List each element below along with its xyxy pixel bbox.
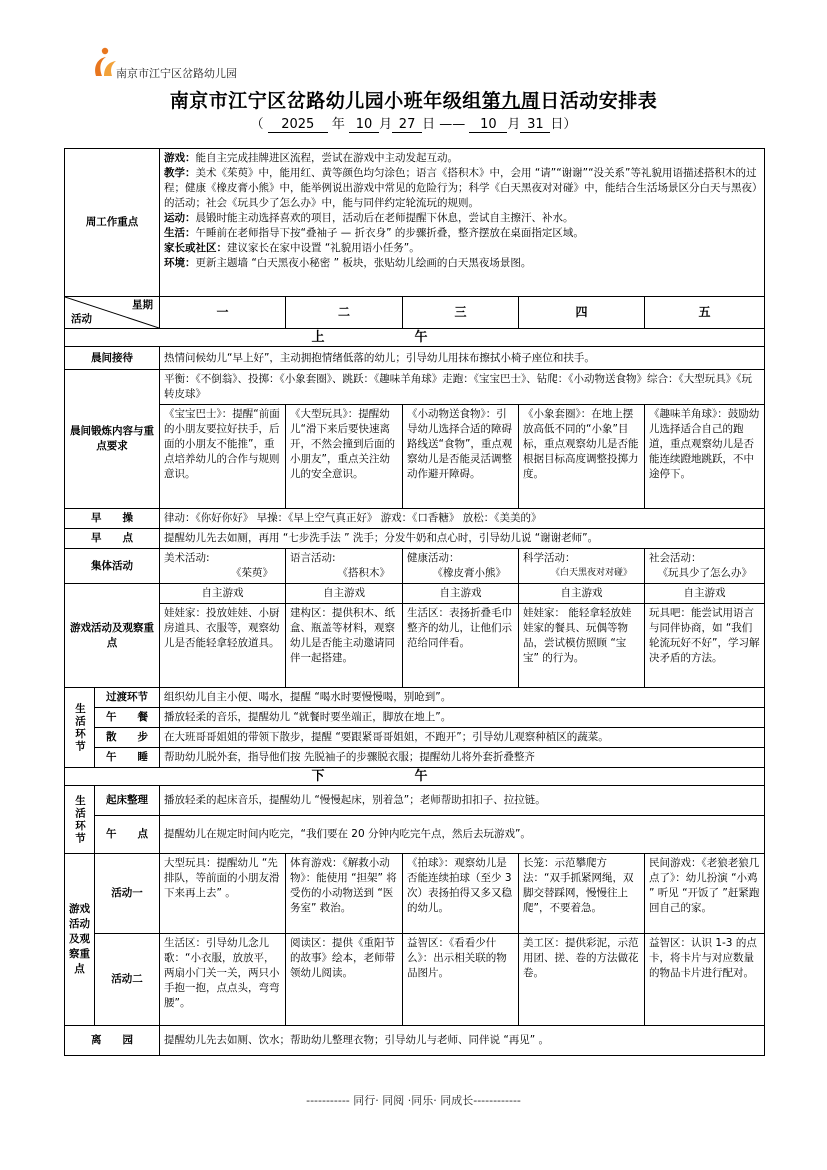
pm-activity2-label: 活动二 xyxy=(95,934,160,1026)
morning-section-row xyxy=(65,329,765,347)
morning-life-label-text: 生活环节 xyxy=(74,702,86,753)
morning-life-label xyxy=(65,688,95,768)
date-day-end: 31 xyxy=(520,117,550,133)
date-day-end-label: 日） xyxy=(550,117,577,132)
pm-life-row-label: 起床整理 xyxy=(95,786,160,816)
exercise-summary-row xyxy=(65,370,765,405)
logo-text: 南京市江宁区岔路幼儿园 xyxy=(116,67,237,80)
title-suffix: 日活动安排表 xyxy=(540,90,658,112)
gym-label: 早 操 xyxy=(65,509,160,529)
play-type: 自主游戏 xyxy=(286,584,403,604)
life-row-text: 组织幼儿自主小便、喝水，提醒 “喝水时要慢慢喝，别呛到”。 xyxy=(160,688,765,708)
weekly-item xyxy=(164,226,760,241)
group-activity-day xyxy=(286,549,403,584)
snack-label: 早 点 xyxy=(65,529,160,549)
weekly-item-value: 能自主完成挂牌进区流程，尝试在游戏中主动发起互动。 xyxy=(195,152,458,164)
leave-label: 离 园 xyxy=(65,1026,160,1056)
activity-label: 活动 xyxy=(71,313,92,325)
afternoon-section-label: 下午 xyxy=(65,768,765,786)
group-title: 《玩具少了怎么办》 xyxy=(657,567,753,579)
play-observe-day: 玩具吧：能尝试用语言与同伴协商，如 “我们轮流玩好不好”，学习解决矛盾的方法。 xyxy=(645,604,765,688)
exercise-day: 《宝宝巴士》：提醒“前面的小朋友要拉好扶手，后面的小朋友不能推”，重点培养幼儿的合作与规则意识。 xyxy=(160,405,286,509)
date-month-start-label: 月 xyxy=(379,117,393,132)
morning-section-label: 上午 xyxy=(65,329,765,347)
group-title: 《搭积木》 xyxy=(337,567,390,579)
arrival-label: 晨间接待 xyxy=(65,347,160,370)
pm-life-row-text: 提醒幼儿在规定时间内吃完，“我们要在 20 分钟内吃完午点，然后去玩游戏”。 xyxy=(160,816,765,854)
date-day-start-label: 日 —— xyxy=(422,117,466,132)
leave-row xyxy=(65,1026,765,1056)
pm-activity1-day: 大型玩具：提醒幼儿 “先排队，等前面的小朋友滑下来再上去” 。 xyxy=(160,854,286,934)
life-row-label: 午 餐 xyxy=(95,708,160,728)
pm-activity2-row xyxy=(65,934,765,1026)
group-activity-day xyxy=(403,549,519,584)
group-title: 《茱萸》 xyxy=(231,567,273,579)
group-title: 《橡皮膏小熊》 xyxy=(432,567,506,579)
gym-row xyxy=(65,509,765,529)
pm-activity1-row xyxy=(65,854,765,934)
life-row-label: 过渡环节 xyxy=(95,688,160,708)
group-activity-day xyxy=(645,549,765,584)
afternoon-life-label-text: 生活环节 xyxy=(74,794,86,845)
weekly-item-key: 生活： xyxy=(164,227,196,239)
snack-row xyxy=(65,529,765,549)
kindergarten-logo xyxy=(92,44,252,80)
group-subject: 健康活动： xyxy=(407,552,460,564)
exercise-days-row xyxy=(65,405,765,509)
life-row xyxy=(65,708,765,728)
week-activity-corner xyxy=(65,297,160,329)
pm-activity1-day: 《拍球》：观察幼儿是否能连续拍球（至少 3 次）表扬拍得又多又稳的幼儿。 xyxy=(403,854,519,934)
pm-activity2-day: 益智区：认识 1-3 的点卡，将卡片与对应数量的物品卡片进行配对。 xyxy=(645,934,765,1026)
life-row-text: 播放轻柔的音乐，提醒幼儿 “就餐时要坐端正，脚放在地上”。 xyxy=(160,708,765,728)
exercise-day: 《趣味羊角球》：鼓励幼儿选择适合自己的跑道，重点观察幼儿是否能连续蹬地跳跃，不中途停下。 xyxy=(645,405,765,509)
group-activity-row xyxy=(65,549,765,584)
day-header-fri: 五 xyxy=(645,297,765,329)
weekly-focus-row xyxy=(65,149,765,297)
gym-text: 律动：《你好你好》 早操：《早上空气真正好》 游戏：《口香糖》 放松：《美美的》 xyxy=(160,509,765,529)
date-year: 2025 xyxy=(268,117,328,133)
play-observe-day: 生活区：表扬折叠毛巾整齐的幼儿，让他们示范给同伴看。 xyxy=(403,604,519,688)
group-subject: 语言活动: xyxy=(290,552,336,564)
play-type-row xyxy=(65,584,765,604)
leave-text: 提醒幼儿先去如厕、饮水；帮助幼儿整理衣物；引导幼儿与老师、同伴说 “再见” 。 xyxy=(160,1026,765,1056)
play-observe-day: 建构区：提供积木、纸盒、瓶盖等材料，观察幼儿是否能主动邀请同伴一起搭建。 xyxy=(286,604,403,688)
life-row-text: 帮助幼儿脱外套，指导他们按 先脱袖子的步骤脱衣服；提醒幼儿将外套折叠整齐 xyxy=(160,748,765,768)
weekly-item xyxy=(164,211,760,226)
group-subject: 社会活动： xyxy=(649,552,702,564)
weekly-item xyxy=(164,241,760,256)
kindergarten-logo-icon xyxy=(92,46,118,78)
play-type: 自主游戏 xyxy=(160,584,286,604)
life-row-label: 午 睡 xyxy=(95,748,160,768)
day-header-tue: 二 xyxy=(286,297,403,329)
title-prefix: 南京市江宁区岔路幼儿园小班年级组 xyxy=(169,90,482,112)
pm-activity1-day: 长笼：示范攀爬方法：“双手抓紧网绳，双脚交替踩网，慢慢往上爬”，不要着急。 xyxy=(519,854,645,934)
group-title: 《白天黑夜对对碰》 xyxy=(550,568,632,578)
life-row xyxy=(65,728,765,748)
footer-motto: ----------- 同行· 同阅 ·同乐· 同成长------------ xyxy=(306,1094,521,1107)
weekly-item xyxy=(164,166,760,211)
date-month-end: 10 xyxy=(469,117,507,133)
exercise-day: 《大型玩具》：提醒幼儿“滑下来后要快速离开，不然会撞到后面的小朋友”，重点关注幼儿的安全意识。 xyxy=(286,405,403,509)
weekly-item-value: 晨锻时能主动选择喜欢的项目，活动后在老师提醒下休息，尝试自主擦汗、补水。 xyxy=(195,212,574,224)
afternoon-life-label xyxy=(65,786,95,854)
weekly-item-key: 家长或社区： xyxy=(164,242,227,254)
page-title xyxy=(0,86,827,113)
group-subject: 美术活动: xyxy=(164,552,210,564)
pm-activity1-day: 体育游戏：《解救小动物》：能使用 “担架” 将受伤的小动物送到 “医务室” 救治。 xyxy=(286,854,403,934)
day-header-thu: 四 xyxy=(519,297,645,329)
weekly-item-key: 游戏： xyxy=(164,152,196,164)
weekly-item-value: 午睡前在老师指导下按“叠袖子 — 折衣身” 的步骤折叠，整齐摆放在桌面指定区域。 xyxy=(195,227,584,239)
exercise-day: 《小象套圈》：在地上摆放高低不同的“小象”目标，重点观察幼儿是否能根据目标高度调整投掷力度。 xyxy=(519,405,645,509)
date-day-start: 27 xyxy=(392,117,422,133)
weekly-item-value: 建议家长在家中设置 “礼貌用语小任务”。 xyxy=(227,242,420,254)
weekly-item xyxy=(164,256,760,271)
play-observe-row xyxy=(65,604,765,688)
exercise-label: 晨间锻炼内容与重点要求 xyxy=(65,370,160,509)
arrival-row xyxy=(65,347,765,370)
group-subject: 科学活动： xyxy=(523,552,576,564)
play-observe-day: 娃娃家：投放娃娃、小厨房道具、衣服等，观察幼儿是否能轻拿轻放道具。 xyxy=(160,604,286,688)
day-header-wed: 三 xyxy=(403,297,519,329)
life-row xyxy=(65,748,765,768)
weekly-item-value: 美术《茱萸》中，能用红、黄等颜色均匀涂色；语言《搭积木》中，会用 “请”“谢谢”“没关系”等礼貌用语描述搭积木的过程；健康《橡皮膏小熊》中，能举例说出游戏中常见的危险行为；科学《白天黑夜对对碰》中，能结合生活场景区分白天与黑夜）的活动；社会《玩具少了怎么办》中，能与同伴约定轮流玩的规则。 xyxy=(164,167,758,209)
date-range xyxy=(0,113,827,133)
weekly-item-value: 更新主题墙 “白天黑夜小秘密 ” 板块，张贴幼儿绘画的白天黑夜场景图。 xyxy=(195,257,532,269)
pm-life-row-label: 午 点 xyxy=(95,816,160,854)
group-activity-day xyxy=(519,549,645,584)
pm-activity1-label: 活动一 xyxy=(95,854,160,934)
week-label: 星期 xyxy=(132,299,153,311)
weekly-item xyxy=(164,151,760,166)
arrival-text: 热情问候幼儿“早上好”，主动拥抱情绪低落的幼儿；引导幼儿用抹布擦拭小椅子座位和扶手。 xyxy=(160,347,765,370)
group-activity-day xyxy=(160,549,286,584)
play-observe-day: 娃娃家： 能轻拿轻放娃娃家的餐具、玩偶等物品，尝试模仿照顾 “宝宝” 的行为。 xyxy=(519,604,645,688)
life-row-text: 在大班哥哥姐姐的带领下散步，提醒 “要跟紧哥哥姐姐，不跑开”；引导幼儿观察种植区的蔬菜。 xyxy=(160,728,765,748)
pm-activity1-day: 民间游戏：《老狼老狼几点了》：幼儿扮演 “小鸡 ” 听见 “开饭了 ”赶紧跑回自己的家。 xyxy=(645,854,765,934)
pm-activity2-day: 阅读区：提供《重阳节的故事》绘本，老师带领幼儿阅读。 xyxy=(286,934,403,1026)
pm-life-row xyxy=(65,786,765,816)
pm-activity2-day: 生活区：引导幼儿念儿歌：“小衣服，放放平，两扇小门关一关，两只小手抱一抱，点点头，弯弯腰”。 xyxy=(160,934,286,1026)
pm-play-label: 游戏活动及观察重点 xyxy=(65,854,95,1026)
day-header-row xyxy=(65,297,765,329)
weekly-item-key: 教学： xyxy=(164,167,196,179)
pm-life-row-text: 播放轻柔的起床音乐，提醒幼儿 “慢慢起床，别着急”；老师帮助扣扣子、拉拉链。 xyxy=(160,786,765,816)
date-month-end-label: 月 xyxy=(507,117,521,132)
date-year-label: 年 xyxy=(331,117,345,132)
title-week: 第九周 xyxy=(481,90,541,112)
play-type: 自主游戏 xyxy=(645,584,765,604)
activity-plan-table xyxy=(64,148,765,1056)
group-activity-label: 集体活动 xyxy=(65,549,160,584)
weekly-focus-label: 周工作重点 xyxy=(65,149,160,297)
afternoon-section-row xyxy=(65,768,765,786)
play-type: 自主游戏 xyxy=(403,584,519,604)
snack-text: 提醒幼儿先去如厕，再用 “七步洗手法 ” 洗手；分发牛奶和点心时，引导幼儿说 “谢谢老师”。 xyxy=(160,529,765,549)
weekly-item-key: 运动： xyxy=(164,212,196,224)
play-label: 游戏活动及观察重点 xyxy=(65,584,160,688)
exercise-summary: 平衡：《不倒翁》、投掷：《小象套圈》、跳跃：《趣味羊角球》走跑：《宝宝巴士》、钻爬：《小动物送食物》综合：《大型玩具》《玩转皮球》 xyxy=(160,370,765,405)
weekly-item-key: 环境： xyxy=(164,257,196,269)
weekly-focus-content xyxy=(160,149,765,297)
pm-life-row xyxy=(65,816,765,854)
day-header-mon: 一 xyxy=(160,297,286,329)
date-open: （ xyxy=(250,117,264,132)
play-type: 自主游戏 xyxy=(519,584,645,604)
pm-activity2-day: 美工区：提供彩泥，示范用团、搓、卷的方法做花卷。 xyxy=(519,934,645,1026)
life-row-label: 散 步 xyxy=(95,728,160,748)
exercise-day: 《小动物送食物》：引导幼儿选择合适的障碍路线送“食物”，重点观察幼儿是否能灵活调整动作避开障碍。 xyxy=(403,405,519,509)
date-month-start: 10 xyxy=(349,117,379,133)
pm-activity2-day: 益智区：《看看少什么》：出示相关联的物品图片。 xyxy=(403,934,519,1026)
life-row xyxy=(65,688,765,708)
